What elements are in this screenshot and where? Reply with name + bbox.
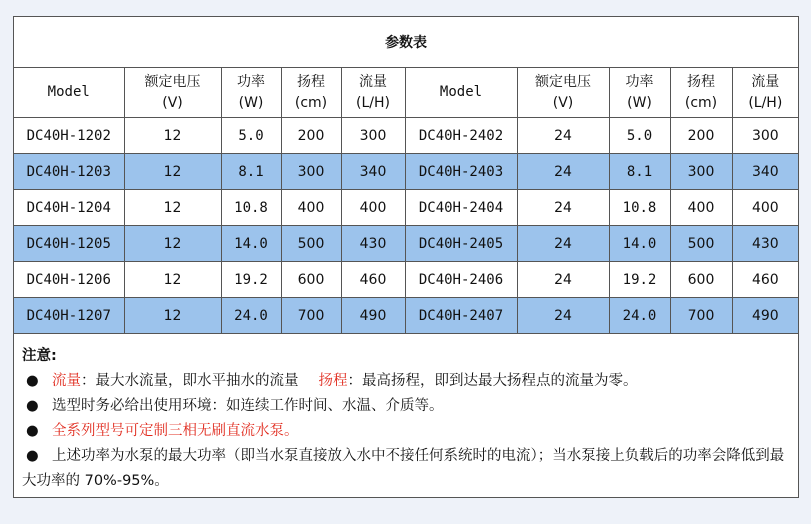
flow-cell: 300 [732,118,798,154]
model-cell: DC40H-1205 [14,226,124,262]
note-text: 选型时务必给出使用环境：如连续工作时间、水温、介质等。 [52,398,444,414]
voltage-cell: 12 [124,298,221,334]
header-model: Model [405,68,517,118]
bullet-icon: ● [26,423,39,439]
head-cell: 400 [281,190,341,226]
header-voltage: 额定电压 (V) [124,68,221,118]
flow-cell: 300 [341,118,405,154]
power-cell: 10.8 [221,190,281,226]
voltage-cell: 12 [124,190,221,226]
voltage-cell: 24 [517,262,609,298]
table-row [14,262,798,298]
voltage-cell: 12 [124,118,221,154]
table-row [14,226,798,262]
notes-title: 注意: [22,348,57,364]
voltage-cell: 12 [124,154,221,190]
power-cell: 24.0 [221,298,281,334]
note-text: 上述功率为水泵的最大功率（即当水泵直接放入水中不接任何系统时的电流）；当水泵接上负载后的功率会降低到最大功率的 70%-95%。 [22,448,785,489]
flow-cell: 340 [732,154,798,190]
bullet-icon: ● [26,373,39,389]
model-cell: DC40H-2407 [405,298,517,334]
flow-cell: 460 [341,262,405,298]
voltage-cell: 24 [517,118,609,154]
table-row [14,298,798,334]
head-cell: 700 [670,298,732,334]
model-cell: DC40H-2405 [405,226,517,262]
header-head: 扬程 (cm) [281,68,341,118]
head-cell: 600 [670,262,732,298]
note-item [22,369,790,394]
power-cell: 10.8 [609,190,670,226]
flow-cell: 340 [341,154,405,190]
note-item [22,444,790,494]
flow-cell: 490 [732,298,798,334]
voltage-cell: 24 [517,298,609,334]
header-head: 扬程 (cm) [670,68,732,118]
header-voltage: 额定电压 (V) [517,68,609,118]
model-cell: DC40H-1204 [14,190,124,226]
flow-cell: 490 [341,298,405,334]
model-cell: DC40H-2402 [405,118,517,154]
model-cell: DC40H-1202 [14,118,124,154]
voltage-cell: 12 [124,226,221,262]
power-cell: 24.0 [609,298,670,334]
power-cell: 14.0 [609,226,670,262]
power-cell: 8.1 [221,154,281,190]
model-cell: DC40H-1206 [14,262,124,298]
spec-card [13,16,799,498]
head-cell: 600 [281,262,341,298]
header-row [14,68,798,118]
table-row [14,154,798,190]
head-cell: 300 [670,154,732,190]
flow-cell: 400 [341,190,405,226]
head-cell: 200 [281,118,341,154]
header-flow: 流量 (L/H) [341,68,405,118]
note-item [22,419,790,444]
head-cell: 500 [670,226,732,262]
model-cell: DC40H-1203 [14,154,124,190]
header-power: 功率 (W) [221,68,281,118]
table-row [14,190,798,226]
power-cell: 19.2 [221,262,281,298]
bullet-icon: ● [26,398,39,414]
model-cell: DC40H-2404 [405,190,517,226]
flow-cell: 460 [732,262,798,298]
spec-table [14,17,798,334]
flow-cell: 400 [732,190,798,226]
power-cell: 8.1 [609,154,670,190]
power-cell: 19.2 [609,262,670,298]
head-label: 扬程 [318,373,348,389]
header-power: 功率 (W) [609,68,670,118]
voltage-cell: 24 [517,190,609,226]
model-cell: DC40H-2406 [405,262,517,298]
model-cell: DC40H-2403 [405,154,517,190]
table-row [14,118,798,154]
voltage-cell: 24 [517,226,609,262]
header-flow: 流量 (L/H) [732,68,798,118]
model-cell: DC40H-1207 [14,298,124,334]
head-cell: 500 [281,226,341,262]
flow-cell: 430 [732,226,798,262]
power-cell: 5.0 [609,118,670,154]
head-cell: 700 [281,298,341,334]
note-item [22,394,790,419]
flow-cell: 430 [341,226,405,262]
flow-label: 流量 [52,373,81,389]
flow-definition: ：最大水流量，即水平抽水的流量 [81,373,299,389]
voltage-cell: 12 [124,262,221,298]
head-cell: 200 [670,118,732,154]
power-cell: 14.0 [221,226,281,262]
header-model: Model [14,68,124,118]
table-title: 参数表 [14,17,798,68]
head-cell: 400 [670,190,732,226]
head-definition: ：最高扬程，即到达最大扬程点的流量为零。 [347,373,638,389]
bullet-icon: ● [26,448,39,464]
notes-section [14,334,798,494]
voltage-cell: 24 [517,154,609,190]
power-cell: 5.0 [221,118,281,154]
note-text-highlight: 全系列型号可定制三相无刷直流水泵。 [52,423,299,439]
head-cell: 300 [281,154,341,190]
